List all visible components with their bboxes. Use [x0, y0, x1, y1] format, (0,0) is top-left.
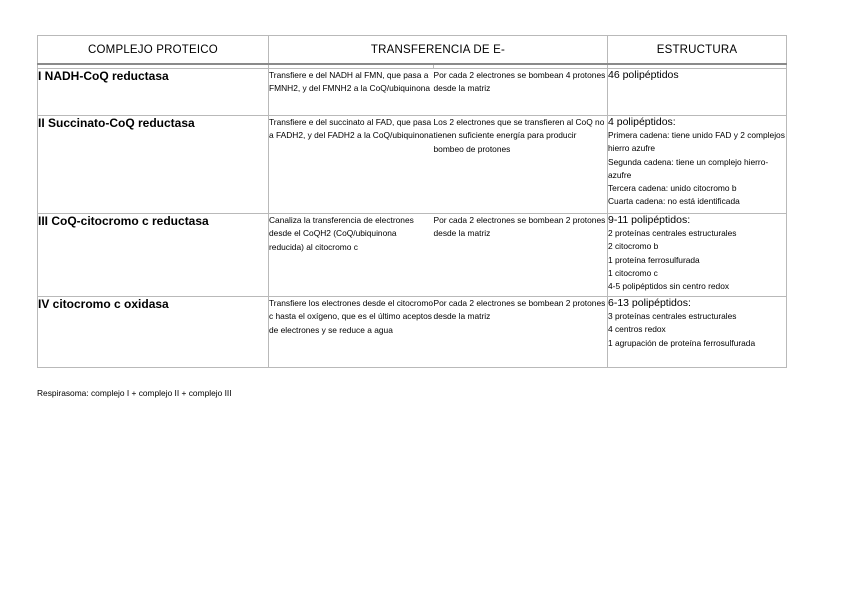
- complex-name: IV citocromo c oxidasa: [38, 297, 269, 368]
- structure-line: Primera cadena: tiene unido FAD y 2 complejos hierro azufre: [608, 130, 785, 154]
- proton-pumping-note: Por cada 2 electrones se bombean 2 protones desde la matriz: [434, 297, 608, 368]
- table-row: [38, 116, 787, 214]
- transfer-description: Transfiere e del NADH al FMN, que pasa a FMNH2, y del FMNH2 a la CoQ/ubiquinona: [269, 69, 434, 116]
- header-estructura: ESTRUCTURA: [608, 36, 787, 65]
- structure-cell: [608, 214, 787, 297]
- table-row: [38, 297, 787, 368]
- complex-name: I NADH-CoQ reductasa: [38, 69, 269, 116]
- structure-line: Cuarta cadena: no está identificada: [608, 196, 740, 207]
- structure-heading: 4 polipéptidos:: [608, 116, 676, 128]
- structure-line: 2 proteínas centrales estructurales: [608, 228, 737, 238]
- structure-line: Tercera cadena: unido citocromo b: [608, 183, 737, 194]
- protein-complex-table: [37, 35, 787, 368]
- structure-heading: 6-13 polipéptidos:: [608, 297, 691, 309]
- footnote-respirasoma: Respirasoma: complejo I + complejo II + complejo III: [37, 388, 232, 398]
- header-complejo-proteico: COMPLEJO PROTEICO: [38, 36, 269, 65]
- structure-cell: [608, 297, 787, 368]
- table-row: [38, 214, 787, 297]
- complex-name: III CoQ-citocromo c reductasa: [38, 214, 269, 297]
- structure-cell: [608, 69, 787, 116]
- proton-pumping-note: Por cada 2 electrones se bombean 4 protones desde la matriz: [434, 69, 608, 116]
- table-header-row: [38, 36, 787, 65]
- transfer-description: Transfiere los electrones desde el citocromo c hasta el oxígeno, que es el último aceptos de electrones y se reduce a agua: [269, 297, 434, 368]
- structure-cell: [608, 116, 787, 214]
- structure-line: Segunda cadena: tiene un complejo hierro-azufre: [608, 156, 769, 180]
- structure-line: 1 citocromo c: [608, 267, 658, 278]
- structure-heading: 9-11 polipéptidos:: [608, 214, 691, 226]
- transfer-description: Canaliza la transferencia de electrones desde el CoQH2 (CoQ/ubiquinona reducida) al citocromo c: [269, 214, 434, 297]
- transfer-description: Transfiere e del succinato al FAD, que pasa a FADH2, y del FADH2 a la CoQ/ubiquinona: [269, 116, 434, 214]
- table-row: [38, 69, 787, 116]
- header-transferencia: TRANSFERENCIA DE E-: [269, 36, 608, 65]
- structure-line: 2 citocromo b: [608, 241, 659, 252]
- structure-line: 4-5 polipéptidos sin centro redox: [608, 281, 730, 292]
- proton-pumping-note: Por cada 2 electrones se bombean 2 protones desde la matriz: [434, 214, 608, 297]
- complex-name: II Succinato-CoQ reductasa: [38, 116, 269, 214]
- structure-line: 4 centros redox: [608, 324, 666, 335]
- structure-heading: 46 polipéptidos: [608, 69, 679, 81]
- structure-line: 3 proteínas centrales estructurales: [608, 311, 737, 321]
- structure-line: 1 proteína ferrosulfurada: [608, 254, 700, 265]
- structure-line: 1 agrupación de proteína ferrosulfurada: [608, 337, 756, 348]
- proton-pumping-note: Los 2 electrones que se transfieren al CoQ no tienen suficiente energía para producir bombeo de protones: [434, 116, 608, 214]
